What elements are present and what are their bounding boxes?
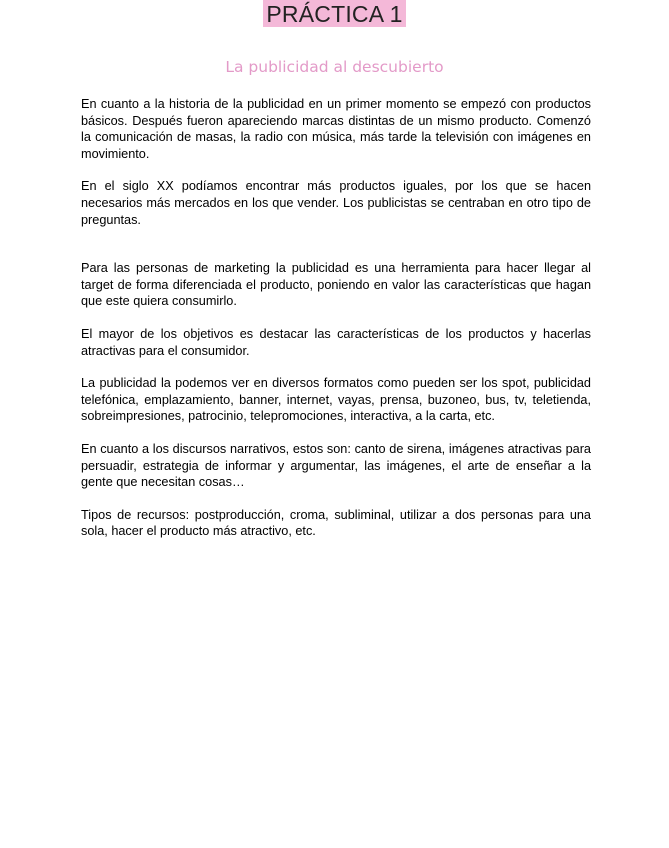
paragraph-formats: La publicidad la podemos ver en diversos formatos como pueden ser los spot, publicidad telefónica, emplazamiento, banner, internet, vayas, prensa, buzoneo, bus, tv, teletienda, sobreimpresiones, patrocinio, telepromociones, interactiva, a la carta, etc. xyxy=(81,376,591,424)
paragraph-narrative-discourses: En cuanto a los discursos narrativos, estos son: canto de sirena, imágenes atractivas para persuadir, estrategia de informar y argumentar, las imágenes, el arte de enseñar a la gente que necesitan cosas… xyxy=(81,441,591,490)
paragraph-history: En cuanto a la historia de la publicidad en un primer momento se empezó con productos básicos. Después fueron apareciendo marcas distintas de un mismo producto. Comenzó la comunicación de masas, la radio con música, más tarde la televisión con imágenes en movimiento. xyxy=(81,97,591,161)
page-title: PRÁCTICA 1 xyxy=(263,0,405,27)
paragraph-marketing: Para las personas de marketing la publicidad es una herramienta para hacer llegar al target de forma diferenciada el producto, poniendo en valor las características que hagan que este quiera consumirlo. xyxy=(81,261,591,309)
paragraph-resources: Tipos de recursos: postproducción, croma, subliminal, utilizar a dos personas para una sola, hacer el producto más atractivo, etc. xyxy=(81,507,591,539)
title-container xyxy=(0,0,669,27)
page-subtitle: La publicidad al descubierto xyxy=(225,58,444,76)
paragraph-twentieth-century: En el siglo XX podíamos encontrar más productos iguales, por los que se hacen necesarios más mercados en los que vender. Los publicistas se centraban en otro tipo de preguntas. xyxy=(81,179,591,227)
document-body xyxy=(81,96,591,540)
paragraph-objectives: El mayor de los objetivos es destacar las características de los productos y hacerlas atractivas para el consumidor. xyxy=(81,326,591,358)
